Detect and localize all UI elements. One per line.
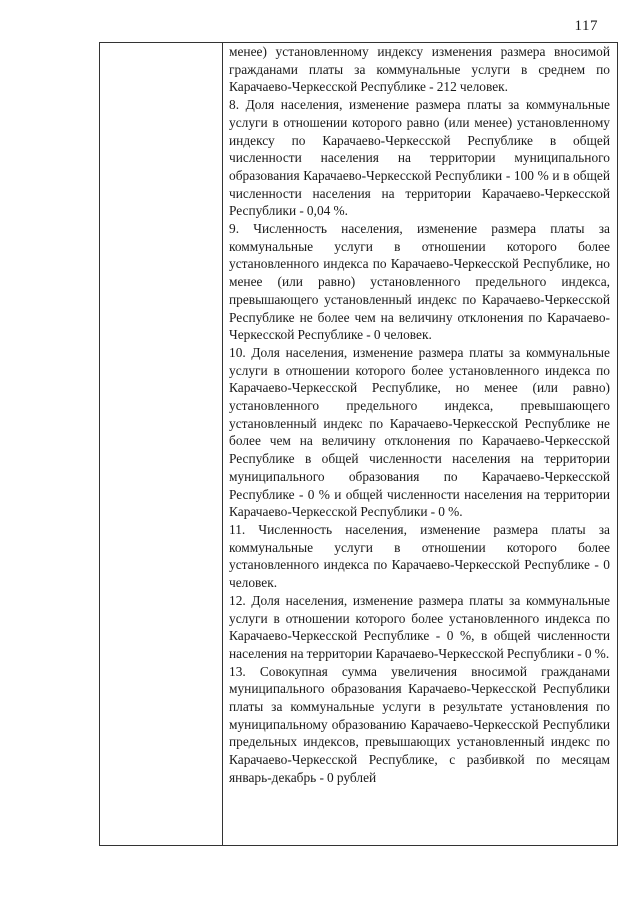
document-table [99, 42, 618, 846]
paragraph-item-8: 8. Доля населения, изменение размера платы за коммунальные услуги в отношении которого равно (или менее) установленному индексу по Карачаево-Черкесской Республике в общей численности населения на территории муниципального образования Карачаево-Черкесской Республики - 100 % и в общей численности населения на территории Карачаево-Черкесской Республики - 0,04 %. [229, 97, 610, 219]
paragraph-item-9: 9. Численность населения, изменение размера платы за коммунальные услуги в отношении которого более установленного индекса по Карачаево-Черкесской Республике, но менее (или равно) установленного предельного индекса, превышающего установленный индекс по Карачаево-Черкесской Республике не более чем на величину отклонения по Карачаево-Черкесской Республике - 0 человек. [229, 221, 610, 343]
paragraph-item-11: 11. Численность населения, изменение размера платы за коммунальные услуги в отношении которого более установленного индекса по Карачаево-Черкесской Республике - 0 человек. [229, 521, 610, 591]
paragraph-item-10: 10. Доля населения, изменение размера платы за коммунальные услуги в отношении которого более установленного индекса по Карачаево-Черкесской Республике, но менее (или равно) установленного предельного индекса, превышающего установленный индекс по Карачаево-Черкесской Республике не более чем на величину отклонения по Карачаево-Черкесской Республике в общей численности населения на территории муниципального образования по Карачаево-Черкесской Республике - 0 % и общей численности населения на территории Карачаево-Черкесской Республики - 0 %. [229, 344, 610, 520]
paragraph-item-12: 12. Доля населения, изменение размера платы за коммунальные услуги в отношении которого более установленного индекса по Карачаево-Черкесской Республике - 0 %, в общей численности населения на территории Карачаево-Черкесской Республики - 0 %. [229, 592, 610, 661]
paragraph-continuation: менее) установленному индексу изменения размера вносимой гражданами платы за коммунальные услуги в среднем по Карачаево-Черкесской Республике - 212 человек. [229, 44, 610, 95]
table-right-column [223, 43, 617, 845]
page-number: 117 [574, 18, 598, 34]
paragraph-item-13: 13. Совокупная сумма увеличения вносимой гражданами муниципального образования Карачаево-Черкесской Республики платы за коммунальные услуги в результате установления по муниципальному образованию Карачаево-Черкесской Республики предельных индексов, превышающих установленный индекс по Карачаево-Черкесской Республике, с разбивкой по месяцам январь-декабрь - 0 рублей [229, 663, 610, 785]
table-left-column [100, 43, 223, 845]
